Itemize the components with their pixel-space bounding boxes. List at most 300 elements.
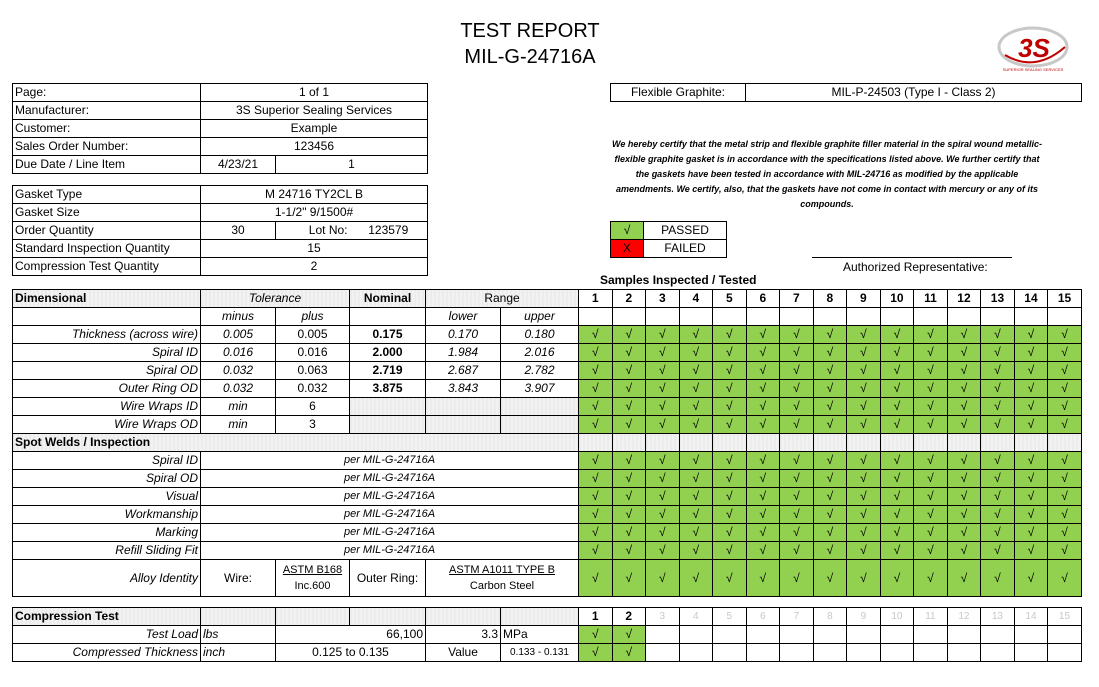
- pass-check-cell: √: [612, 326, 646, 344]
- pass-check-cell: √: [679, 326, 713, 344]
- gasket-type-label: Gasket Type: [13, 186, 201, 204]
- pass-check-cell: √: [914, 380, 948, 398]
- pass-check-cell: √: [947, 398, 981, 416]
- pass-check-cell: √: [813, 470, 847, 488]
- info-label: Sales Order Number:: [13, 138, 201, 156]
- pass-check-cell: √: [612, 506, 646, 524]
- dimension-label: Wire Wraps ID: [13, 398, 201, 416]
- sample-number: 6: [746, 290, 780, 308]
- spot-welds-title: Spot Welds / Inspection: [13, 434, 579, 452]
- pass-check-cell: √: [646, 362, 680, 380]
- pass-check-cell: √: [579, 524, 613, 542]
- pass-check-cell: √: [746, 560, 780, 597]
- test-load-mpa: 3.3: [426, 626, 501, 644]
- pass-check-cell: √: [612, 398, 646, 416]
- empty-check-cell: [847, 644, 881, 662]
- compressed-thickness-row: [13, 644, 1082, 662]
- pass-check-cell: √: [679, 506, 713, 524]
- pass-check-cell: √: [679, 362, 713, 380]
- sample-number: 8: [813, 290, 847, 308]
- pass-check-cell: √: [713, 560, 747, 597]
- sample-blank-cell: [679, 434, 713, 452]
- pass-check-cell: √: [813, 524, 847, 542]
- info-row: [13, 102, 428, 120]
- pass-check-cell: √: [981, 560, 1015, 597]
- pass-check-cell: √: [813, 326, 847, 344]
- gasket-row: [13, 186, 428, 204]
- dimension-nominal: 2.719: [350, 362, 426, 380]
- info-value: 1 of 1: [201, 84, 428, 102]
- pass-check-cell: √: [947, 380, 981, 398]
- dimension-upper: 0.180: [501, 326, 579, 344]
- spot-weld-label: Spiral OD: [13, 470, 201, 488]
- dimension-minus: 0.032: [201, 362, 276, 380]
- sample-number: 10: [880, 290, 914, 308]
- legend-pass-label: PASSED: [644, 222, 727, 240]
- pass-check-cell: √: [1014, 344, 1048, 362]
- test-load-row: [13, 626, 1082, 644]
- empty-check-cell: [1014, 626, 1048, 644]
- compression-sample-ghost: 6: [746, 608, 780, 626]
- sample-number: 15: [1048, 290, 1082, 308]
- empty-check-cell: [746, 644, 780, 662]
- pass-check-cell: √: [1014, 398, 1048, 416]
- sample-blank-cell: [813, 308, 847, 326]
- sample-number: 7: [780, 290, 814, 308]
- report-subtitle: MIL-G-24716A: [464, 46, 596, 68]
- dimension-minus: min: [201, 416, 276, 434]
- pass-check-cell: √: [646, 380, 680, 398]
- sample-blank-cell: [847, 308, 881, 326]
- pass-check-cell: √: [780, 488, 814, 506]
- spot-weld-spec: per MIL-G-24716A: [201, 452, 579, 470]
- pass-check-cell: √: [847, 542, 881, 560]
- info-label: Due Date / Line Item: [13, 156, 201, 174]
- dimension-empty-cell: [426, 416, 501, 434]
- info-value: 123456: [201, 138, 428, 156]
- dimension-plus: 0.016: [276, 344, 350, 362]
- gasket-table: [12, 185, 428, 276]
- dimension-label: Outer Ring OD: [13, 380, 201, 398]
- pass-check-cell: √: [679, 542, 713, 560]
- empty-check-cell: [914, 644, 948, 662]
- ring-spec: ASTM A1011 TYPE B: [449, 564, 555, 576]
- sample-number: 3: [646, 290, 680, 308]
- pass-check-cell: √: [646, 344, 680, 362]
- sample-blank-cell: [579, 308, 613, 326]
- compression-sample-ghost: 7: [780, 608, 814, 626]
- company-logo: [995, 25, 1071, 75]
- spot-weld-spec: per MIL-G-24716A: [201, 488, 579, 506]
- dimension-empty-cell: [350, 416, 426, 434]
- mpa-unit: MPa: [501, 626, 579, 644]
- pass-check-cell: √: [780, 398, 814, 416]
- pass-check-cell: √: [981, 542, 1015, 560]
- certification-text: We hereby certify that the metal strip and flexible graphite filler material in the spiral wound metallic-flexible graphite gasket is in accordance with the specifications listed above. We further certify that the gaskets have been tested in accordance with MIL-24716 as modified by the applicable amendments. We certify, also, that the gaskets have not come in contact with mercury or any of its compounds.: [612, 139, 1042, 209]
- spot-weld-row: [13, 470, 1082, 488]
- pass-check-cell: √: [579, 560, 613, 597]
- sample-blank-cell: [579, 434, 613, 452]
- pass-check-cell: √: [981, 452, 1015, 470]
- pass-check-cell: √: [746, 398, 780, 416]
- compressed-thickness-unit: inch: [201, 644, 276, 662]
- dimension-nominal: 2.000: [350, 344, 426, 362]
- pass-check-cell: √: [612, 560, 646, 597]
- pass-check-cell: √: [947, 326, 981, 344]
- sample-blank-cell: [880, 308, 914, 326]
- pass-check-cell: √: [847, 416, 881, 434]
- sample-blank-cell: [646, 308, 680, 326]
- pass-check-cell: √: [679, 398, 713, 416]
- signature-line: [812, 257, 1012, 258]
- pass-check-cell: √: [1014, 506, 1048, 524]
- pass-check-cell: √: [1014, 560, 1048, 597]
- pass-check-cell: √: [914, 452, 948, 470]
- pass-check-cell: √: [579, 542, 613, 560]
- pass-check-cell: √: [780, 452, 814, 470]
- pass-check-cell: √: [746, 416, 780, 434]
- alloy-ring-cell: [426, 560, 579, 597]
- pass-check-cell: √: [713, 452, 747, 470]
- pass-check-cell: √: [612, 362, 646, 380]
- pass-check-cell: √: [612, 344, 646, 362]
- info-value: Example: [201, 120, 428, 138]
- std-inspection-value: 15: [201, 240, 428, 258]
- compression-sample-ghost: 10: [880, 608, 914, 626]
- pass-check-cell: √: [1014, 380, 1048, 398]
- pass-check-cell: √: [914, 362, 948, 380]
- empty-check-cell: [713, 626, 747, 644]
- spot-weld-label: Visual: [13, 488, 201, 506]
- pass-check-cell: √: [579, 470, 613, 488]
- gasket-row: [13, 258, 428, 276]
- pass-check-cell: √: [746, 380, 780, 398]
- pass-check-cell: √: [1014, 542, 1048, 560]
- pass-check-cell: √: [679, 452, 713, 470]
- sample-number: 5: [713, 290, 747, 308]
- pass-check-cell: √: [1048, 488, 1082, 506]
- pass-check-cell: √: [579, 380, 613, 398]
- pass-check-cell: √: [1048, 470, 1082, 488]
- sample-number: 1: [579, 290, 613, 308]
- sample-number: 11: [914, 290, 948, 308]
- pass-check-cell: √: [847, 326, 881, 344]
- sample-blank-cell: [880, 434, 914, 452]
- pass-check-cell: √: [981, 398, 1015, 416]
- sample-blank-cell: [1014, 308, 1048, 326]
- sample-blank-cell: [679, 308, 713, 326]
- dimensional-row: [13, 344, 1082, 362]
- range-header: Range: [426, 290, 579, 308]
- dimension-upper: 3.907: [501, 380, 579, 398]
- value-label: Value: [426, 644, 501, 662]
- pass-check-cell: √: [780, 362, 814, 380]
- pass-check-cell: √: [612, 380, 646, 398]
- empty-check-cell: [646, 626, 680, 644]
- legend-table: [610, 221, 727, 258]
- pass-check-cell: √: [646, 398, 680, 416]
- pass-check-cell: √: [914, 560, 948, 597]
- info-value: 3S Superior Sealing Services: [201, 102, 428, 120]
- pass-check-cell: √: [1048, 380, 1082, 398]
- dimension-minus: 0.032: [201, 380, 276, 398]
- pass-check-cell: √: [746, 344, 780, 362]
- pass-check-cell: √: [981, 344, 1015, 362]
- pass-check-cell: √: [847, 560, 881, 597]
- test-load-value: 66,100: [276, 626, 426, 644]
- sample-blank-cell: [914, 434, 948, 452]
- pass-check-cell: √: [612, 524, 646, 542]
- empty-check-cell: [646, 644, 680, 662]
- compression-sample-ghost: 12: [947, 608, 981, 626]
- test-load-unit: lbs: [201, 626, 276, 644]
- compression-sample-ghost: 11: [914, 608, 948, 626]
- alloy-row: [13, 560, 1082, 597]
- pass-check-cell: √: [646, 488, 680, 506]
- dimension-nominal: 0.175: [350, 326, 426, 344]
- minus-header: minus: [201, 308, 276, 326]
- pass-check-cell: √: [780, 506, 814, 524]
- std-inspection-label: Standard Inspection Quantity: [13, 240, 201, 258]
- empty-check-cell: [880, 626, 914, 644]
- dimension-plus: 6: [276, 398, 350, 416]
- dimension-lower: 2.687: [426, 362, 501, 380]
- legend-pass-mark: √: [611, 222, 644, 240]
- dimensional-row: [13, 362, 1082, 380]
- empty-check-cell: [780, 626, 814, 644]
- dimension-empty-cell: [501, 416, 579, 434]
- pass-check-cell: √: [646, 560, 680, 597]
- pass-check-cell: √: [947, 506, 981, 524]
- pass-check-cell: √: [679, 488, 713, 506]
- sample-number: 9: [847, 290, 881, 308]
- test-load-label: Test Load: [13, 626, 201, 644]
- pass-check-cell: √: [880, 452, 914, 470]
- sample-blank-cell: [914, 308, 948, 326]
- pass-check-cell: √: [880, 524, 914, 542]
- spot-weld-row: [13, 452, 1082, 470]
- pass-check-cell: √: [713, 398, 747, 416]
- dimension-empty-cell: [350, 398, 426, 416]
- pass-check-cell: √: [713, 344, 747, 362]
- sample-number: 4: [679, 290, 713, 308]
- dimension-minus: 0.005: [201, 326, 276, 344]
- empty-check-cell: [947, 644, 981, 662]
- spot-welds-header-row: [13, 434, 1082, 452]
- pass-check-cell: √: [780, 326, 814, 344]
- info-label: Customer:: [13, 120, 201, 138]
- line-item: 1: [276, 156, 428, 174]
- compression-qty-label: Compression Test Quantity: [13, 258, 201, 276]
- dimensional-row: [13, 416, 1082, 434]
- sample-number: 14: [1014, 290, 1048, 308]
- pass-check-cell: √: [847, 380, 881, 398]
- compression-title: Compression Test: [13, 608, 201, 626]
- lot-label: Lot No:: [276, 222, 350, 240]
- pass-check-cell: √: [813, 506, 847, 524]
- gasket-type-value: M 24716 TY2CL B: [201, 186, 428, 204]
- compression-sample-ghost: 3: [646, 608, 680, 626]
- pass-check-cell: √: [679, 470, 713, 488]
- sample-blank-cell: [612, 308, 646, 326]
- nominal-header: Nominal: [350, 290, 426, 308]
- pass-check-cell: √: [713, 542, 747, 560]
- pass-check-cell: √: [981, 326, 1015, 344]
- sample-number: 13: [981, 290, 1015, 308]
- pass-check-cell: √: [780, 524, 814, 542]
- pass-check-cell: √: [579, 326, 613, 344]
- empty-check-cell: [1048, 644, 1082, 662]
- alloy-label: Alloy Identity: [13, 560, 201, 597]
- pass-check-cell: √: [813, 452, 847, 470]
- pass-check-cell: √: [679, 380, 713, 398]
- pass-check-cell: √: [780, 344, 814, 362]
- pass-check-cell: √: [947, 452, 981, 470]
- dimensional-row: [13, 380, 1082, 398]
- pass-check-cell: √: [947, 362, 981, 380]
- pass-check-cell: √: [646, 326, 680, 344]
- dimension-minus: 0.016: [201, 344, 276, 362]
- lower-header: lower: [426, 308, 501, 326]
- spot-weld-row: [13, 542, 1082, 560]
- compression-sample-ghost: 5: [713, 608, 747, 626]
- ring-material: Carbon Steel: [469, 580, 535, 592]
- pass-check-cell: √: [847, 488, 881, 506]
- pass-check-cell: √: [1014, 362, 1048, 380]
- info-table: [12, 83, 428, 174]
- dimension-label: Wire Wraps OD: [13, 416, 201, 434]
- sample-blank-cell: [746, 434, 780, 452]
- samples-title: Samples Inspected / Tested: [600, 273, 757, 287]
- info-row: [13, 156, 428, 174]
- pass-check-cell: √: [579, 416, 613, 434]
- pass-check-cell: √: [713, 326, 747, 344]
- pass-check-cell: √: [947, 560, 981, 597]
- pass-check-cell: √: [813, 542, 847, 560]
- pass-check-cell: √: [947, 488, 981, 506]
- sample-blank-cell: [646, 434, 680, 452]
- spot-weld-label: Marking: [13, 524, 201, 542]
- order-quantity-label: Order Quantity: [13, 222, 201, 240]
- dimension-plus: 0.032: [276, 380, 350, 398]
- pass-check-cell: √: [646, 452, 680, 470]
- pass-check-cell: √: [713, 488, 747, 506]
- dimension-minus: min: [201, 398, 276, 416]
- legend-fail-label: FAILED: [644, 240, 727, 258]
- spot-weld-spec: per MIL-G-24716A: [201, 524, 579, 542]
- pass-check-cell: √: [914, 470, 948, 488]
- pass-check-cell: √: [679, 416, 713, 434]
- pass-check-cell: √: [813, 344, 847, 362]
- sample-blank-cell: [713, 434, 747, 452]
- info-label: Page:: [13, 84, 201, 102]
- dimensional-subheader-row: [13, 308, 1082, 326]
- pass-check-cell: √: [612, 416, 646, 434]
- pass-check-cell: √: [1048, 524, 1082, 542]
- sample-blank-cell: [981, 308, 1015, 326]
- pass-check-cell: √: [780, 542, 814, 560]
- sample-blank-cell: [1048, 308, 1082, 326]
- pass-check-cell: √: [746, 524, 780, 542]
- pass-check-cell: √: [981, 488, 1015, 506]
- empty-check-cell: [880, 644, 914, 662]
- pass-check-cell: √: [780, 470, 814, 488]
- pass-check-cell: √: [1014, 452, 1048, 470]
- plus-header: plus: [276, 308, 350, 326]
- inspection-table: [12, 289, 1082, 597]
- pass-check-cell: √: [579, 398, 613, 416]
- pass-check-cell: √: [847, 344, 881, 362]
- dimensional-title: Dimensional: [13, 290, 201, 308]
- empty-check-cell: [813, 626, 847, 644]
- dimension-upper: 2.016: [501, 344, 579, 362]
- pass-check-cell: √: [746, 326, 780, 344]
- pass-check-cell: √: [1048, 398, 1082, 416]
- pass-check-cell: √: [813, 362, 847, 380]
- empty-check-cell: [981, 644, 1015, 662]
- dimension-plus: 0.005: [276, 326, 350, 344]
- pass-check-cell: √: [1048, 542, 1082, 560]
- wire-material: Inc.600: [294, 580, 331, 592]
- dimension-label: Spiral OD: [13, 362, 201, 380]
- pass-check-cell: √: [981, 362, 1015, 380]
- spot-weld-label: Spiral ID: [13, 452, 201, 470]
- legend-fail-mark: X: [611, 240, 644, 258]
- gasket-size-label: Gasket Size: [13, 204, 201, 222]
- flexible-graphite-value: MIL-P-24503 (Type I - Class 2): [746, 84, 1082, 102]
- empty-check-cell: [1048, 626, 1082, 644]
- pass-check-cell: √: [847, 524, 881, 542]
- pass-check-cell: √: [679, 344, 713, 362]
- pass-check-cell: √: [579, 506, 613, 524]
- pass-check-cell: √: [579, 452, 613, 470]
- pass-check-cell: √: [880, 560, 914, 597]
- pass-check-cell: √: [713, 470, 747, 488]
- logo-text: 3S: [1018, 33, 1050, 63]
- compression-sample-ghost: 4: [679, 608, 713, 626]
- pass-check-cell: √: [914, 542, 948, 560]
- empty-check-cell: [947, 626, 981, 644]
- pass-check-cell: √: [880, 488, 914, 506]
- empty-check-cell: [813, 644, 847, 662]
- pass-check-cell: √: [1048, 452, 1082, 470]
- pass-check-cell: √: [813, 560, 847, 597]
- gasket-row: [13, 204, 428, 222]
- dimension-lower: 0.170: [426, 326, 501, 344]
- upper-header: upper: [501, 308, 579, 326]
- sample-blank-cell: [947, 308, 981, 326]
- pass-check-cell: √: [579, 626, 613, 644]
- logo-tagline: SUPERIOR SEALING SERVICES: [1002, 67, 1064, 72]
- gasket-row: [13, 222, 428, 240]
- empty-check-cell: [746, 626, 780, 644]
- dimension-nominal: 3.875: [350, 380, 426, 398]
- pass-check-cell: √: [914, 344, 948, 362]
- spot-weld-row: [13, 524, 1082, 542]
- pass-check-cell: √: [880, 362, 914, 380]
- pass-check-cell: √: [880, 470, 914, 488]
- pass-check-cell: √: [780, 560, 814, 597]
- pass-check-cell: √: [646, 524, 680, 542]
- info-row: [13, 138, 428, 156]
- pass-check-cell: √: [612, 644, 646, 662]
- pass-check-cell: √: [880, 416, 914, 434]
- pass-check-cell: √: [1014, 470, 1048, 488]
- pass-check-cell: √: [914, 398, 948, 416]
- pass-check-cell: √: [579, 344, 613, 362]
- pass-check-cell: √: [981, 506, 1015, 524]
- dimension-empty-cell: [426, 398, 501, 416]
